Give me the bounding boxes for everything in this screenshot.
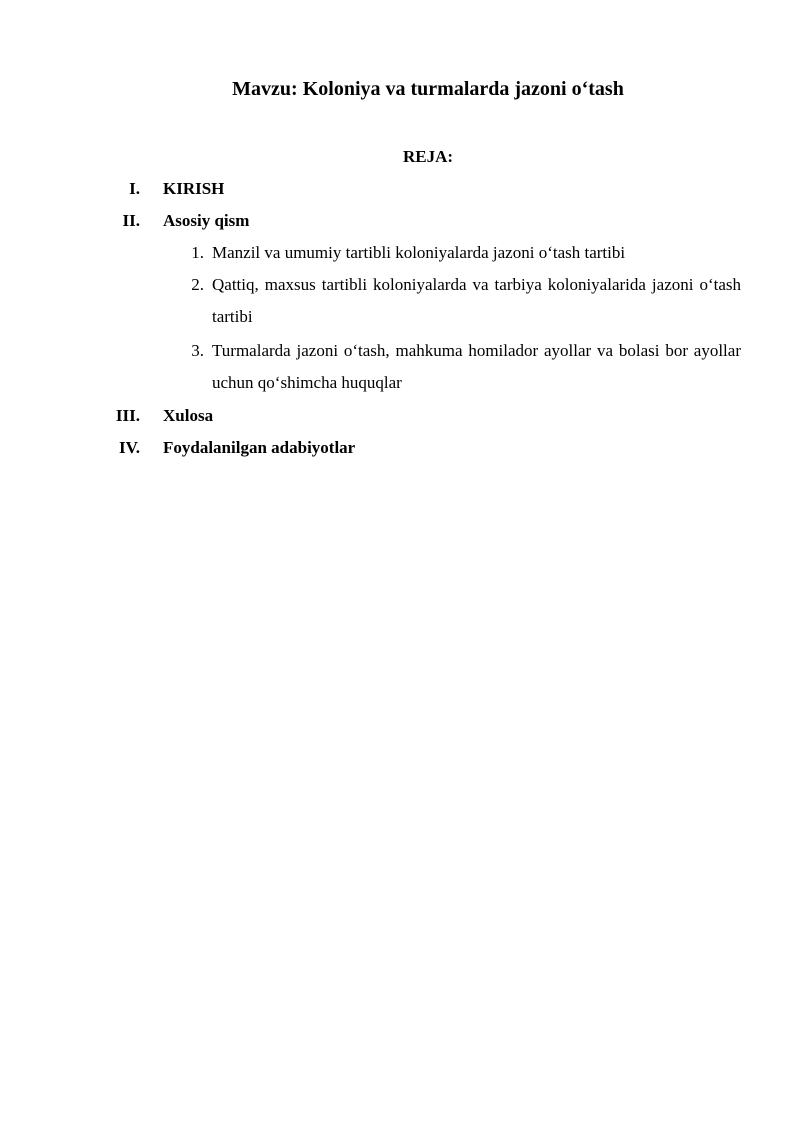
document-title: Mavzu: Koloniya va turmalarda jazoni o‘tash	[232, 78, 624, 100]
section-numeral: IV.	[119, 438, 140, 457]
section-numeral: III.	[115, 406, 140, 425]
plan-heading: REJA:	[402, 147, 454, 166]
section-label-xulosa: Xulosa	[163, 406, 214, 425]
subsection-number: 2.	[191, 275, 204, 294]
subsection-number: 1.	[191, 243, 204, 262]
subsection-number: 3.	[191, 341, 204, 360]
section-label-asosiy-qism: Asosiy qism	[163, 211, 250, 230]
subsection-text: Manzil va umumiy tartibli koloniyalarda jazoni o‘tash tartibi	[212, 243, 626, 262]
section-label-foydalanilgan-adabiyotlar: Foydalanilgan adabiyotlar	[163, 438, 356, 457]
subsection-text: Turmalarda jazoni o‘tash, mahkuma homilador ayollar va bolasi bor ayollar uchun qo‘shimcha huquqlar	[212, 341, 741, 392]
subsection-text: Qattiq, maxsus tartibli koloniyalarda va tarbiya koloniyalarida jazoni o‘tash tartibi	[212, 275, 741, 326]
section-numeral: II.	[122, 211, 140, 230]
section-numeral: I.	[129, 179, 140, 198]
section-label-kirish: KIRISH	[163, 179, 225, 198]
